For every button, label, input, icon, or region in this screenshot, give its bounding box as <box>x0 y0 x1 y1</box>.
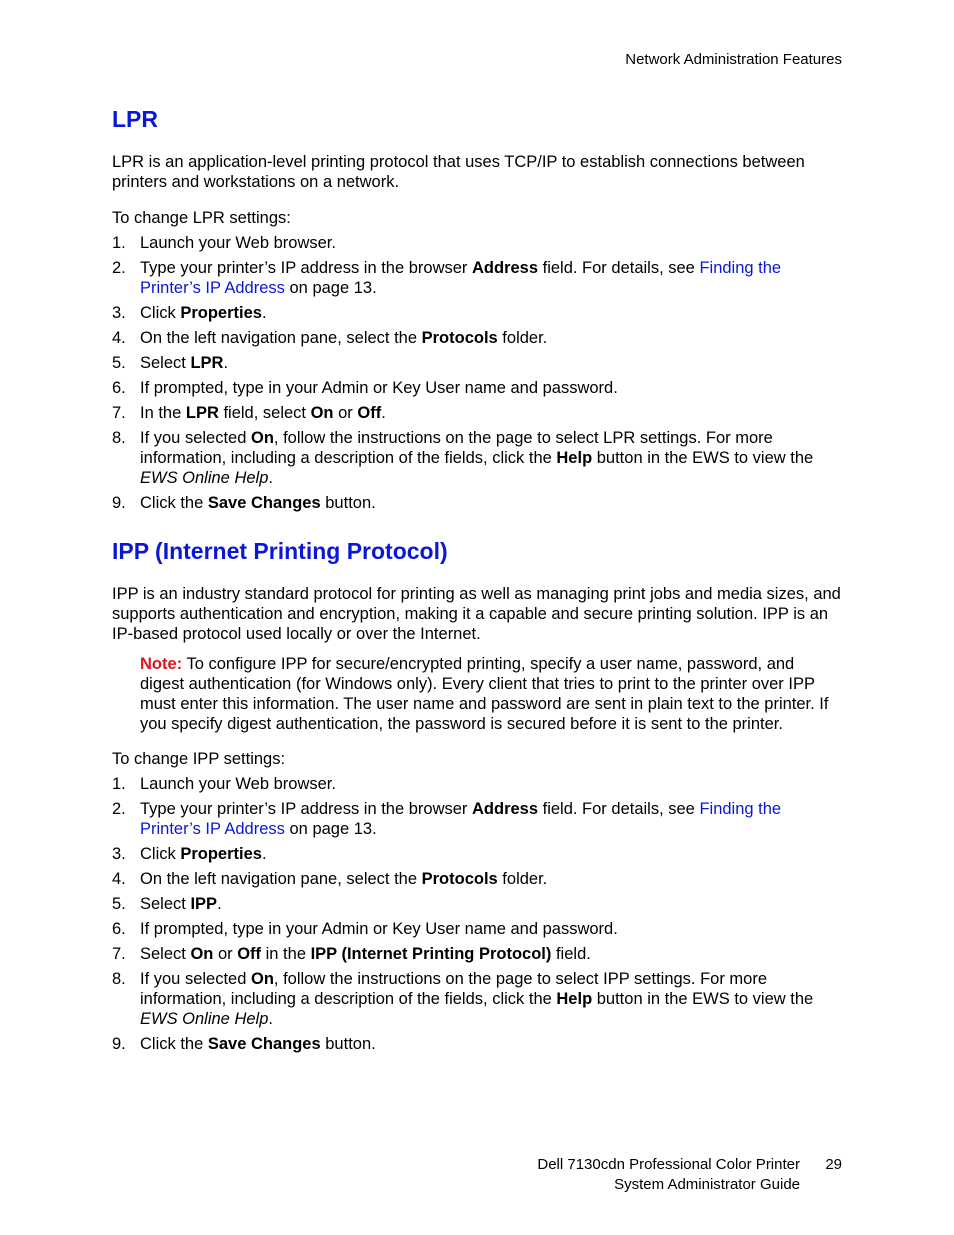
ui-term: Off <box>357 404 382 422</box>
lpr-steps-list <box>112 233 842 513</box>
step-number: 8. <box>112 970 126 988</box>
step-number: 3. <box>112 304 126 322</box>
step-text: , follow the instructions on the page to select LPR settings. For more information, including a description of the fields, click the <box>140 429 773 467</box>
ui-term: On <box>250 970 274 988</box>
ui-term: Properties <box>180 845 262 863</box>
step-text: In the <box>140 404 186 422</box>
step-text: Type your printer’s IP address in the browser <box>140 259 472 277</box>
step-number: 1. <box>112 234 126 252</box>
footer-guide: System Administrator Guide <box>614 1176 800 1193</box>
step-number: 5. <box>112 895 126 913</box>
step-text: Click the <box>140 1035 208 1053</box>
step-text: folder. <box>497 870 548 888</box>
step-text: Type your printer’s IP address in the browser <box>140 800 472 818</box>
step-text: Click <box>140 845 181 863</box>
list-item <box>112 353 842 373</box>
note-label: Note: <box>140 655 183 673</box>
step-number: 4. <box>112 329 126 347</box>
list-item <box>112 233 842 253</box>
step-text: On the left navigation pane, select the <box>140 329 422 347</box>
step-text: . <box>261 845 267 863</box>
step-text: , follow the instructions on the page to select IPP settings. For more information, including a description of the fields, click the <box>140 970 768 1008</box>
step-number: 2. <box>112 259 126 277</box>
ui-term: IPP <box>190 895 218 913</box>
ui-term: Help <box>556 990 593 1008</box>
page-number: 29 <box>825 1156 842 1173</box>
ipp-heading: IPP (Internet Printing Protocol) <box>112 538 448 564</box>
step-number: 6. <box>112 379 126 397</box>
page-footer <box>430 1155 842 1195</box>
list-item <box>112 303 842 323</box>
ipp-intro: IPP is an industry standard protocol for printing as well as managing print jobs and media sizes, and supports authentication and encryption, making it a capable and secure printing solution. IPP is an IP-based protocol used locally or over the Internet. <box>112 585 841 643</box>
ui-term: Save Changes <box>207 494 321 512</box>
ui-term: On <box>250 429 274 447</box>
note-text: To configure IPP for secure/encrypted printing, specify a user name, password, and digest authentication (for Windows only). Every client that tries to print to the printer over IPP must enter this information. The user name and password are sent in plain text to the printer. If you specify digest authentication, the password is secured before it is sent to the printer. <box>140 655 829 733</box>
step-text: Launch your Web browser. <box>140 775 336 793</box>
list-item <box>112 378 842 398</box>
list-item <box>112 894 842 914</box>
doc-title: EWS Online Help <box>140 1010 269 1028</box>
ipp-note <box>112 654 842 734</box>
step-number: 8. <box>112 429 126 447</box>
list-item <box>112 403 842 423</box>
ui-term: LPR <box>185 404 219 422</box>
ui-term: Help <box>556 449 593 467</box>
ui-term: LPR <box>190 354 224 372</box>
step-number: 6. <box>112 920 126 938</box>
step-text: If you selected <box>140 970 251 988</box>
list-item <box>112 428 842 488</box>
step-text: Select <box>140 895 191 913</box>
lpr-heading: LPR <box>112 106 158 132</box>
ui-term: Off <box>237 945 262 963</box>
step-number: 2. <box>112 800 126 818</box>
ipp-section <box>112 537 842 1059</box>
step-text: field, select <box>218 404 311 422</box>
step-text: Select <box>140 354 191 372</box>
step-text: Select <box>140 945 191 963</box>
step-text: folder. <box>497 329 548 347</box>
step-number: 3. <box>112 845 126 863</box>
lpr-section <box>112 105 842 518</box>
step-text: If prompted, type in your Admin or Key User name and password. <box>140 920 618 938</box>
list-item <box>112 944 842 964</box>
step-text: . <box>268 469 273 487</box>
ipp-steps-lead: To change IPP settings: <box>112 750 286 768</box>
step-text: . <box>261 304 267 322</box>
list-item <box>112 774 842 794</box>
step-text: or <box>333 404 358 422</box>
step-text: button. <box>320 494 376 512</box>
step-text: On the left navigation pane, select the <box>140 870 422 888</box>
lpr-steps-lead: To change LPR settings: <box>112 209 291 227</box>
doc-title: EWS Online Help <box>140 469 269 487</box>
cross-reference-link[interactable]: Finding the Printer’s IP Address <box>140 259 782 297</box>
step-text: on page 13. <box>284 279 377 297</box>
step-text: . <box>223 354 229 372</box>
list-item <box>112 869 842 889</box>
step-text: field. For details, see <box>538 800 700 818</box>
ui-term: Save Changes <box>207 1035 321 1053</box>
running-header: Network Administration Features <box>625 51 842 68</box>
ui-term: On <box>310 404 334 422</box>
list-item <box>112 493 842 513</box>
step-text: . <box>381 404 386 422</box>
step-text: If you selected <box>140 429 251 447</box>
step-number: 5. <box>112 354 126 372</box>
list-item <box>112 1034 842 1054</box>
ui-term: Address <box>472 259 539 277</box>
ipp-steps-list <box>112 774 842 1054</box>
step-text: in the <box>261 945 311 963</box>
ui-term: Protocols <box>421 870 498 888</box>
list-item <box>112 799 842 839</box>
list-item <box>112 844 842 864</box>
ui-term: Protocols <box>421 329 498 347</box>
list-item <box>112 328 842 348</box>
step-number: 1. <box>112 775 126 793</box>
ui-term: IPP (Internet Printing Protocol) <box>310 945 552 963</box>
step-text: button in the EWS to view the <box>592 990 814 1008</box>
step-text: on page 13. <box>284 820 377 838</box>
step-text: or <box>213 945 238 963</box>
footer-product: Dell 7130cdn Professional Color Printer <box>537 1156 800 1173</box>
step-number: 7. <box>112 945 126 963</box>
step-text: field. For details, see <box>538 259 700 277</box>
step-text: Click the <box>140 494 208 512</box>
step-text: Launch your Web browser. <box>140 234 336 252</box>
ui-term: Address <box>472 800 539 818</box>
step-text: . <box>268 1010 273 1028</box>
step-text: button. <box>320 1035 376 1053</box>
cross-reference-link[interactable]: Finding the Printer’s IP Address <box>140 800 782 838</box>
step-text: button in the EWS to view the <box>592 449 814 467</box>
step-number: 9. <box>112 1035 126 1053</box>
list-item <box>112 969 842 1029</box>
step-text: Click <box>140 304 181 322</box>
step-number: 9. <box>112 494 126 512</box>
step-text: If prompted, type in your Admin or Key User name and password. <box>140 379 618 397</box>
ui-term: On <box>190 945 214 963</box>
step-text: field. <box>551 945 591 963</box>
list-item <box>112 919 842 939</box>
list-item <box>112 258 842 298</box>
step-number: 7. <box>112 404 126 422</box>
ui-term: Properties <box>180 304 262 322</box>
step-number: 4. <box>112 870 126 888</box>
step-text: . <box>217 895 222 913</box>
lpr-intro: LPR is an application-level printing protocol that uses TCP/IP to establish connections between printers and workstations on a network. <box>112 153 805 191</box>
